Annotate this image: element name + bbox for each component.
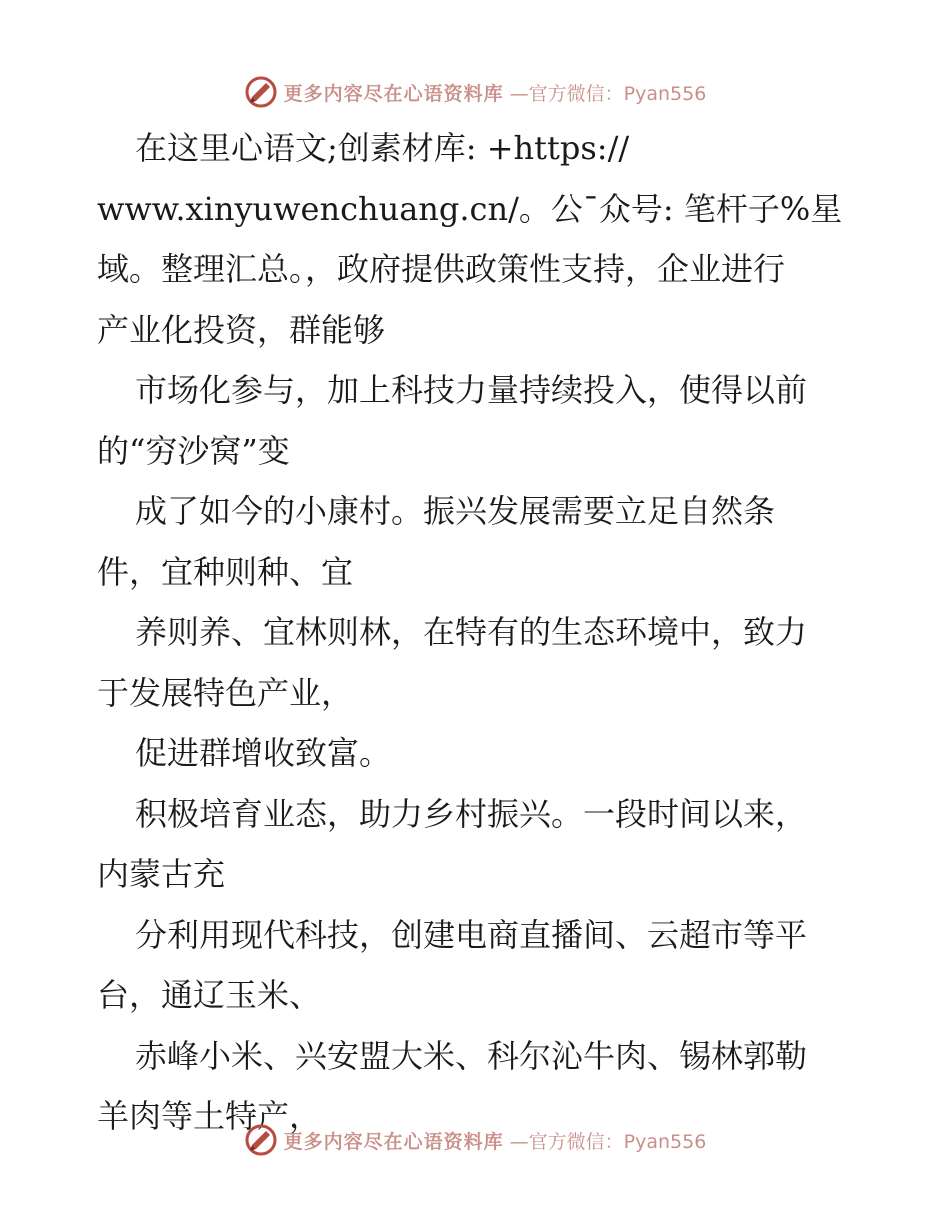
text-line: 促进群增收致富。 — [135, 734, 392, 772]
logo-pen-icon — [244, 1123, 278, 1157]
text-line: 成了如今的小康村。振兴发展需要立足自然条 — [135, 492, 776, 530]
text-line: 产业化投资，群能够 — [97, 310, 386, 349]
text-line: 羊肉等土特产， — [97, 1097, 322, 1135]
text-line: 于发展特色产业， — [97, 673, 354, 712]
text-line: 分利用现代科技，创建电商直播间、云超市等平 — [135, 915, 808, 954]
text-line: 市场化参与，加上科技力量持续投入，使得以前 — [135, 371, 808, 409]
text-line: 台，通辽玉米、 — [97, 976, 322, 1014]
header-banner — [0, 72, 950, 112]
text-line: 在这里心语文;创素材库: +https:// — [135, 129, 630, 167]
text-line: 域。整理汇总。，政府提供政策性支持，企业进行 — [97, 250, 786, 288]
text-line: 的“穷沙窝”变 — [97, 431, 290, 470]
text-line: www.xinyuwenchuang.cn/。公¯众号: 笔杆子%星 — [97, 189, 843, 228]
footer-banner-wechat: —官方微信：Pyan556 — [509, 1130, 707, 1153]
text-line: 积极培育业态，助力乡村振兴。一段时间以来， — [135, 794, 808, 833]
text-line: 件，宜种则种、宜 — [97, 552, 354, 591]
document-body — [97, 118, 857, 1147]
text-line: 赤峰小米、兴安盟大米、科尔沁牛肉、锡林郭勒 — [135, 1036, 808, 1075]
header-banner-wechat: —官方微信：Pyan556 — [509, 82, 707, 105]
footer-banner — [0, 1120, 950, 1160]
text-line: 养则养、宜林则林，在特有的生态环境中，致力 — [135, 613, 808, 651]
footer-banner-text: 更多内容尽在心语资料库 — [283, 1130, 504, 1153]
text-line: 内蒙古充 — [97, 855, 226, 893]
header-banner-text: 更多内容尽在心语资料库 — [283, 82, 504, 105]
logo-pen-icon — [244, 75, 278, 109]
